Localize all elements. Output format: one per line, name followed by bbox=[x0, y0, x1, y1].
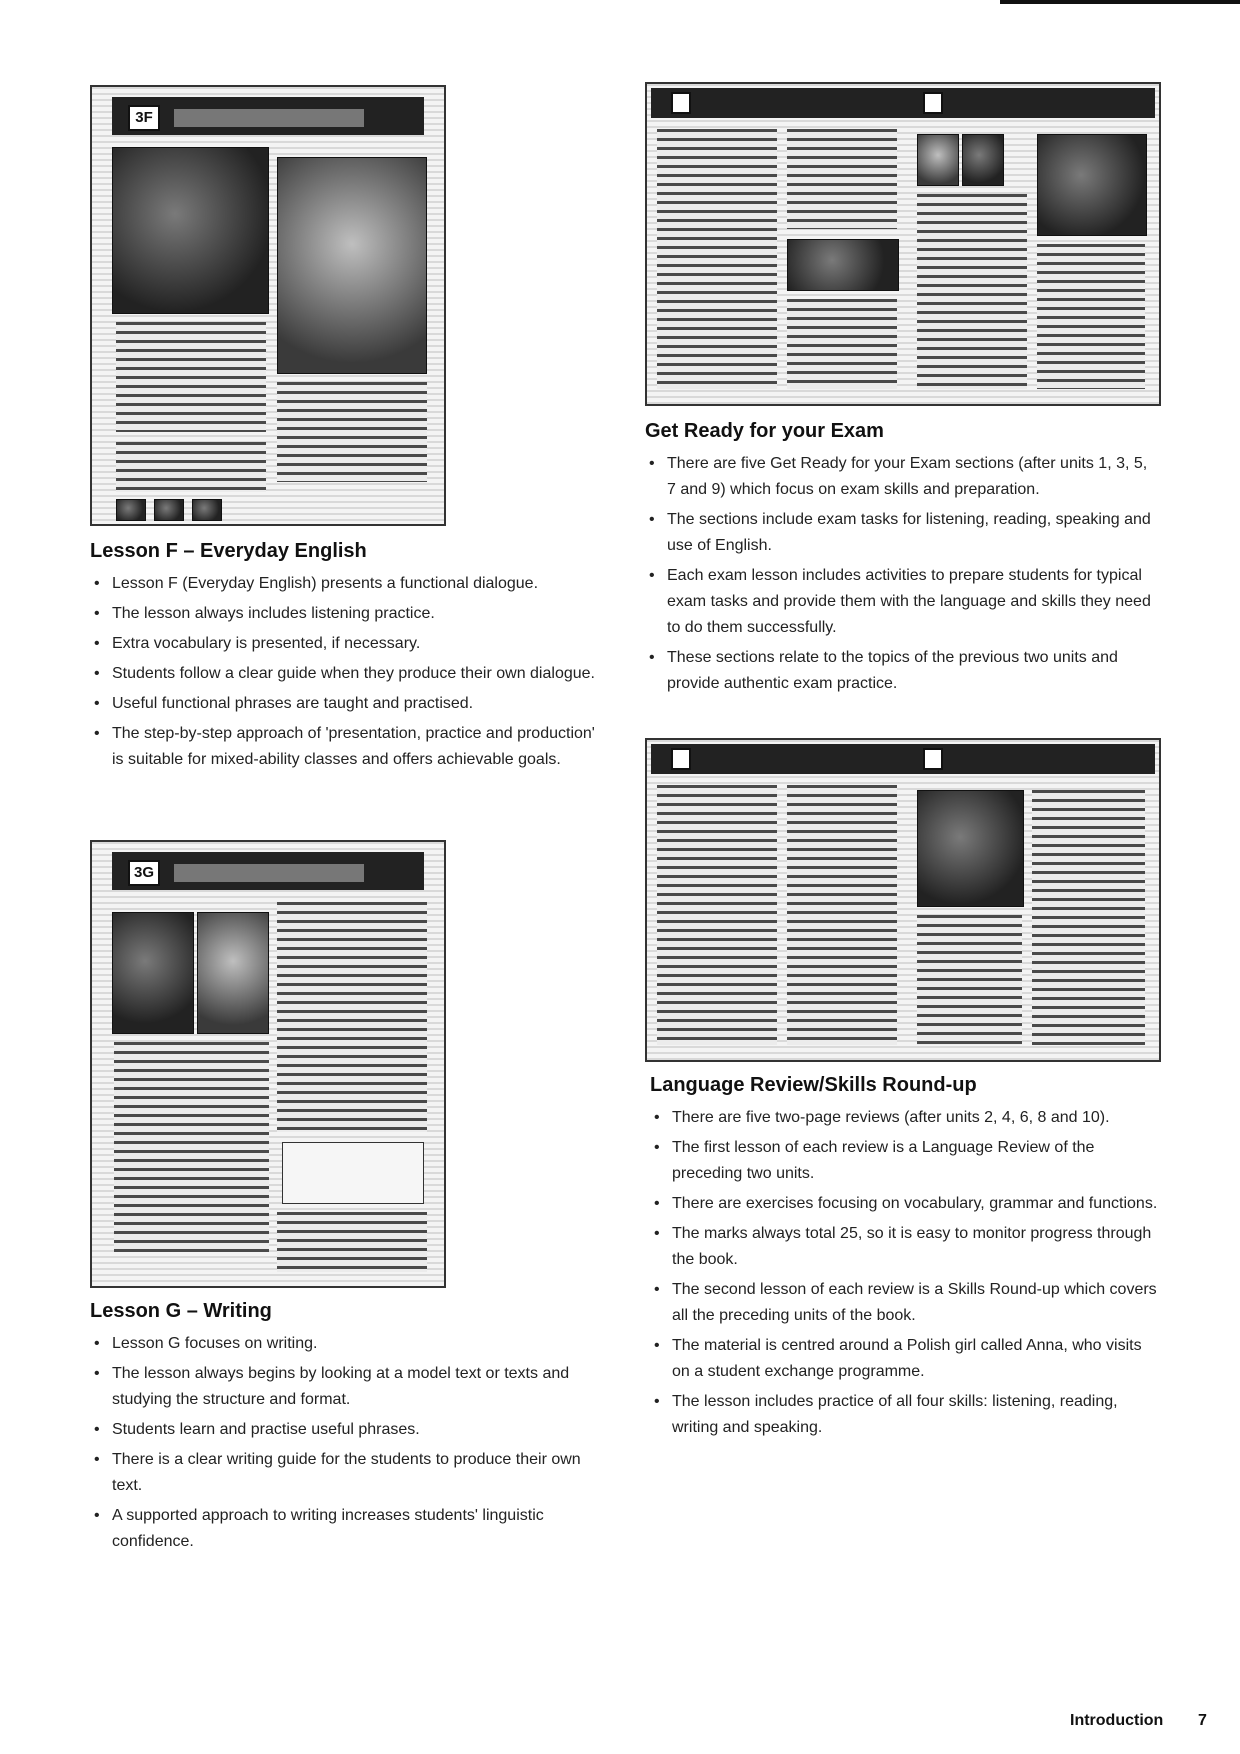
thumbnail-text bbox=[787, 299, 897, 389]
list-item: • The sections include exam tasks for listening, reading, speaking and use of English. bbox=[645, 507, 1155, 559]
unit-badge bbox=[923, 748, 943, 770]
thumbnail-map bbox=[277, 157, 427, 374]
get-ready-section bbox=[645, 420, 1155, 701]
thumbnail-photo bbox=[787, 239, 899, 291]
lesson-f-list bbox=[90, 571, 610, 773]
thumbnail-box bbox=[1037, 134, 1147, 236]
lesson-3g-thumbnail bbox=[90, 840, 446, 1288]
thumbnail-small-photo bbox=[154, 499, 184, 521]
list-item: • Lesson F (Everyday English) presents a functional dialogue. bbox=[90, 571, 610, 597]
footer-section-label: Introduction bbox=[1070, 1712, 1164, 1729]
list-item: • The step-by-step approach of 'presentation, practice and production' is suitable for mixed-ability classes and offers achievable goals. bbox=[90, 721, 610, 773]
get-ready-thumbnail bbox=[645, 82, 1161, 406]
get-ready-list bbox=[645, 451, 1155, 697]
unit-badge bbox=[923, 92, 943, 114]
list-item: • The lesson always includes listening practice. bbox=[90, 601, 610, 627]
thumbnail-exercises bbox=[114, 1042, 269, 1252]
thumbnail-exercises bbox=[277, 1212, 427, 1272]
language-review-title: Language Review/Skills Round-up bbox=[650, 1074, 977, 1096]
thumbnail-photo bbox=[917, 134, 959, 186]
thumbnail-text bbox=[787, 129, 897, 229]
thumbnail-text bbox=[917, 194, 1027, 389]
top-rule bbox=[1000, 0, 1240, 4]
list-item: • There are exercises focusing on vocabulary, grammar and functions. bbox=[650, 1191, 1160, 1217]
list-item: • Useful functional phrases are taught and practised. bbox=[90, 691, 610, 717]
list-item: • There are five two-page reviews (after units 2, 4, 6, 8 and 10). bbox=[650, 1105, 1160, 1131]
lesson-3f-thumbnail bbox=[90, 85, 446, 526]
language-review-section bbox=[650, 1074, 1160, 1445]
language-review-thumbnail bbox=[645, 738, 1161, 1062]
list-item: • The lesson includes practice of all four skills: listening, reading, writing and speaking. bbox=[650, 1389, 1160, 1441]
get-ready-title: Get Ready for your Exam bbox=[645, 420, 884, 442]
list-item: • Students learn and practise useful phrases. bbox=[90, 1417, 610, 1443]
thumbnail-photo bbox=[112, 147, 269, 314]
thumbnail-text bbox=[657, 129, 777, 389]
lesson-f-title: Lesson F – Everyday English bbox=[90, 540, 367, 562]
thumbnail-small-photo bbox=[192, 499, 222, 521]
list-item: • The second lesson of each review is a Skills Round-up which covers all the preceding units of the book. bbox=[650, 1277, 1160, 1329]
thumbnail-text bbox=[787, 785, 897, 1045]
thumbnail-exercises bbox=[277, 382, 427, 482]
page-number: 7 bbox=[1198, 1712, 1207, 1729]
thumbnail-text bbox=[917, 915, 1022, 1045]
lesson-g-title: Lesson G – Writing bbox=[90, 1300, 272, 1322]
list-item: • There is a clear writing guide for the students to produce their own text. bbox=[90, 1447, 610, 1499]
thumbnail-photo bbox=[112, 912, 194, 1034]
thumbnail-photo bbox=[962, 134, 1004, 186]
thumbnail-photo bbox=[917, 790, 1024, 907]
thumbnail-dialogue bbox=[116, 322, 266, 432]
thumbnail-header-bar bbox=[651, 744, 1155, 774]
thumbnail-exercises bbox=[116, 442, 266, 492]
unit-badge bbox=[671, 748, 691, 770]
list-item: • These sections relate to the topics of the previous two units and provide authentic exam practice. bbox=[645, 645, 1155, 697]
list-item: • A supported approach to writing increases students' linguistic confidence. bbox=[90, 1503, 610, 1555]
list-item: • Lesson G focuses on writing. bbox=[90, 1331, 610, 1357]
thumbnail-header-title bbox=[174, 109, 364, 127]
thumbnail-letter-text bbox=[277, 902, 427, 1132]
list-item: • Students follow a clear guide when they produce their own dialogue. bbox=[90, 661, 610, 687]
thumbnail-text bbox=[1032, 790, 1145, 1045]
list-item: • There are five Get Ready for your Exam sections (after units 1, 3, 5, 7 and 9) which focus on exam skills and preparation. bbox=[645, 451, 1155, 503]
thumbnail-header-title bbox=[174, 864, 364, 882]
unit-badge bbox=[671, 92, 691, 114]
lesson-g-section bbox=[90, 1300, 610, 1559]
thumbnail-text bbox=[1037, 244, 1145, 389]
thumbnail-table bbox=[282, 1142, 424, 1204]
list-item: • Extra vocabulary is presented, if necessary. bbox=[90, 631, 610, 657]
list-item: • The first lesson of each review is a Language Review of the preceding two units. bbox=[650, 1135, 1160, 1187]
lesson-g-list bbox=[90, 1331, 610, 1555]
list-item: • Each exam lesson includes activities to prepare students for typical exam tasks and provide them with the language and skills they need to do them successfully. bbox=[645, 563, 1155, 641]
thumbnail-header-bar bbox=[651, 88, 1155, 118]
thumbnail-text bbox=[657, 785, 777, 1045]
list-item: • The marks always total 25, so it is easy to monitor progress through the book. bbox=[650, 1221, 1160, 1273]
unit-badge: 3G bbox=[128, 860, 160, 886]
unit-badge: 3F bbox=[128, 105, 160, 131]
language-review-list bbox=[650, 1105, 1160, 1441]
lesson-f-section bbox=[90, 540, 610, 777]
list-item: • The lesson always begins by looking at a model text or texts and studying the structure and format. bbox=[90, 1361, 610, 1413]
list-item: • The material is centred around a Polish girl called Anna, who visits on a student exchange programme. bbox=[650, 1333, 1160, 1385]
thumbnail-small-photo bbox=[116, 499, 146, 521]
thumbnail-photo bbox=[197, 912, 269, 1034]
